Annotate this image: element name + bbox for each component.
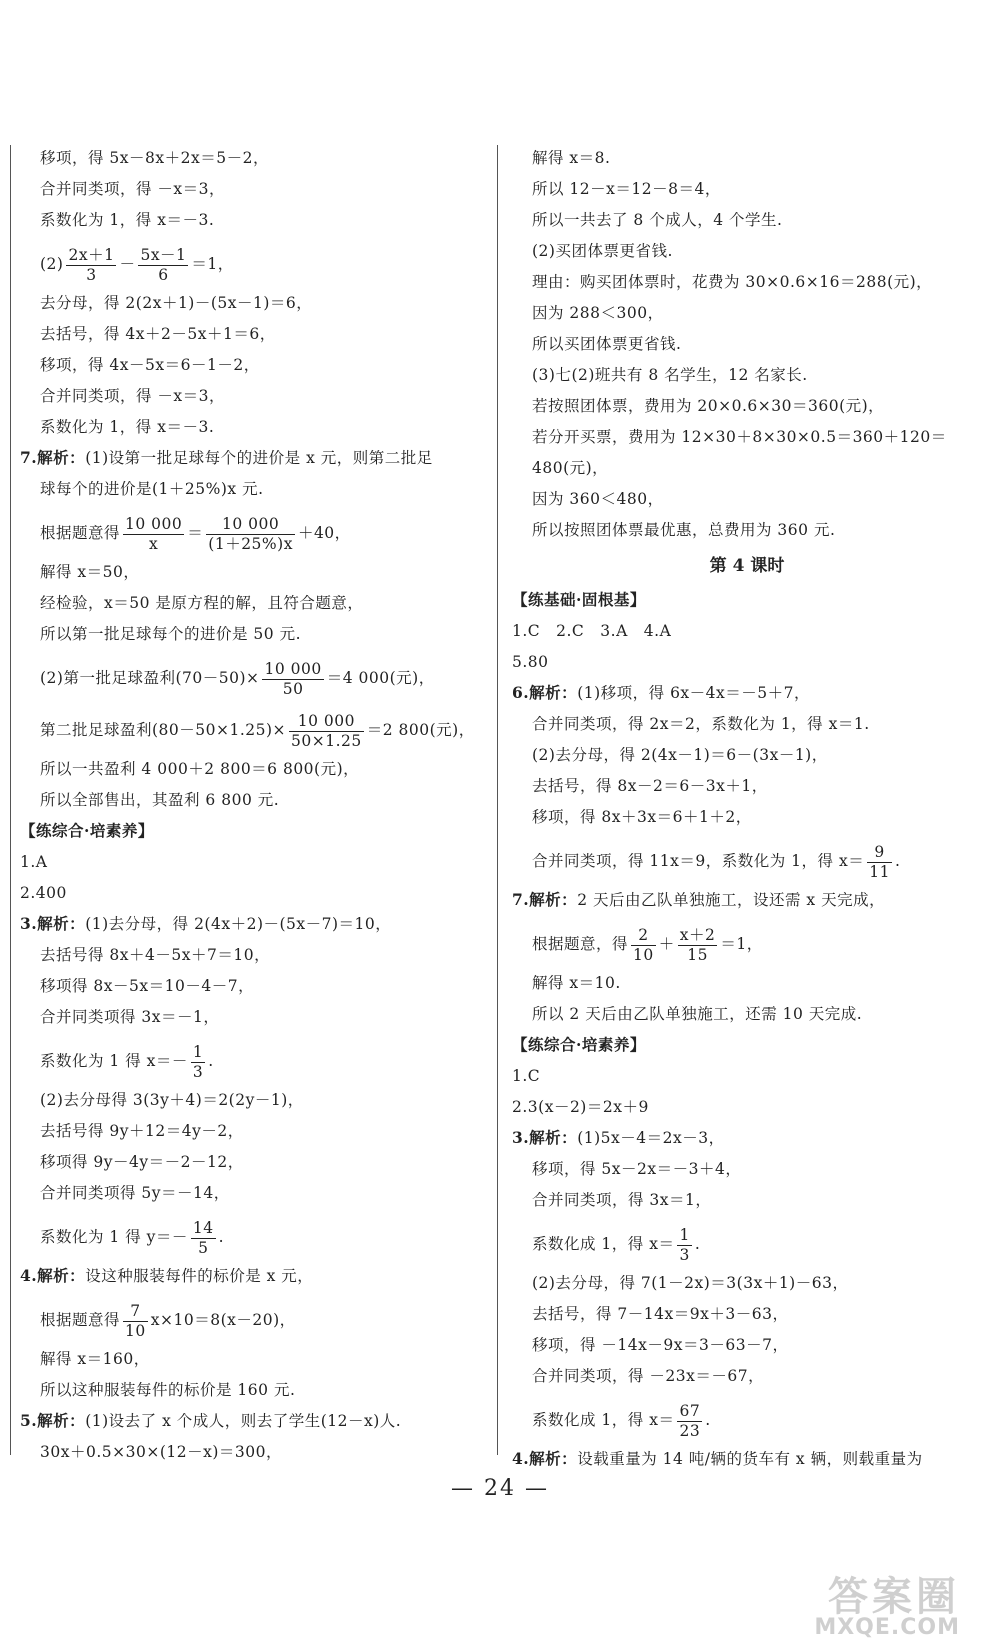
text: ＝1， bbox=[191, 255, 234, 273]
text-line: 去括号，得 7－14x＝9x＋3－63， bbox=[532, 1305, 789, 1323]
text-line: (2)去分母，得 7(1－2x)＝3(3x＋1)－63， bbox=[532, 1274, 849, 1292]
answer-line: 5.80 bbox=[512, 653, 549, 671]
question-3 bbox=[512, 1128, 982, 1148]
equation-line bbox=[512, 1397, 982, 1443]
question-5 bbox=[20, 1411, 490, 1431]
numerator: x＋2 bbox=[679, 925, 716, 944]
text-line: 去括号得 8x＋4－5x＋7＝10， bbox=[40, 946, 271, 964]
text-line: 系数化为 1，得 x＝－3. bbox=[40, 211, 215, 229]
equation-line bbox=[20, 510, 490, 556]
text: 合并同类项，得 11x＝9，系数化为 1，得 x＝ bbox=[532, 852, 865, 870]
text-line: 移项，得 5x－8x＋2x＝5－2， bbox=[40, 149, 269, 167]
numerator: 10 000 bbox=[125, 514, 183, 533]
text-line: (2)去分母得 3(3y＋4)＝2(2y－1)， bbox=[40, 1091, 304, 1109]
text-line: 移项，得 5x－2x＝－3＋4， bbox=[532, 1160, 742, 1178]
question-label: 4.解析： bbox=[20, 1266, 86, 1285]
text-line: 移项，得 8x＋3x＝6＋1＋2， bbox=[532, 808, 752, 826]
text-line: 移项得 8x－5x＝10－4－7， bbox=[40, 977, 255, 995]
text-line: 因为 360＜480， bbox=[532, 490, 664, 508]
denominator: 6 bbox=[158, 265, 169, 284]
fraction bbox=[289, 712, 364, 751]
text-line: 所以一共去了 8 个成人，4 个学生. bbox=[532, 211, 783, 229]
text-line: 去括号，得 8x－2＝6－3x＋1， bbox=[532, 777, 768, 795]
equation-line bbox=[512, 1221, 982, 1267]
text: (2) bbox=[40, 255, 64, 273]
equation-line bbox=[20, 1038, 490, 1084]
lesson-heading: 第 4 课时 bbox=[709, 556, 785, 576]
text: 系数化为 1 得 y＝－ bbox=[40, 1228, 188, 1246]
denominator: 50×1.25 bbox=[291, 731, 362, 750]
denominator: (1＋25%)x bbox=[208, 534, 293, 553]
fraction bbox=[123, 1302, 148, 1341]
text: ＝ bbox=[187, 524, 204, 542]
text-line: 所以全部售出，其盈利 6 800 元. bbox=[40, 791, 280, 809]
equation-line bbox=[512, 838, 982, 884]
text-line: 移项，得 4x－5x＝6－1－2， bbox=[40, 356, 260, 374]
left-margin-rule bbox=[10, 145, 11, 1455]
question-3 bbox=[20, 914, 490, 934]
text: . bbox=[694, 1235, 701, 1253]
fraction bbox=[66, 246, 116, 285]
text: 根据题意得 bbox=[40, 1311, 121, 1329]
text: (1)设去了 x 个成人，则去了学生(12－x)人. bbox=[85, 1412, 402, 1430]
text: (2)第一批足球盈利(70－50)× bbox=[40, 669, 260, 687]
text-line: 合并同类项得 5y＝－14， bbox=[40, 1184, 230, 1202]
text: 第二批足球盈利(80－50×1.25)× bbox=[40, 721, 287, 739]
denominator: 3 bbox=[192, 1062, 204, 1081]
text-line: 所以按照团体票最优惠，总费用为 360 元. bbox=[532, 521, 836, 539]
text-line: 合并同类项，得 －23x＝－67， bbox=[532, 1367, 765, 1385]
question-4 bbox=[512, 1449, 982, 1469]
question-label: 7.解析： bbox=[512, 890, 578, 909]
text-line: 所以 2 天后由乙队单独施工，还需 10 天完成. bbox=[532, 1005, 863, 1023]
text: . bbox=[894, 852, 901, 870]
question-label: 3.解析： bbox=[20, 914, 86, 933]
text-line: 若分开买票，费用为 12×30＋8×30×0.5＝360＋120＝ bbox=[532, 428, 947, 446]
question-4 bbox=[20, 1266, 490, 1286]
text: ＋ bbox=[658, 935, 675, 953]
denominator: 3 bbox=[679, 1245, 690, 1264]
text-line: 所以一共盈利 4 000＋2 800＝6 800(元)， bbox=[40, 760, 360, 778]
answer-line: 1.C bbox=[512, 1067, 541, 1085]
numerator: 1 bbox=[679, 1225, 690, 1244]
fraction bbox=[631, 926, 656, 965]
numerator: 5x－1 bbox=[140, 245, 187, 264]
text-line: 所以这种服装每件的标价是 160 元. bbox=[40, 1381, 296, 1399]
equation-line bbox=[512, 921, 982, 967]
fraction bbox=[138, 246, 188, 285]
fraction bbox=[677, 1402, 702, 1441]
fraction bbox=[191, 1219, 216, 1258]
text-line: 去括号，得 4x＋2－5x＋1＝6， bbox=[40, 325, 276, 343]
text: 根据题意得 bbox=[40, 524, 121, 542]
denominator: 10 bbox=[125, 1321, 146, 1340]
numerator: 2x＋1 bbox=[68, 245, 115, 264]
text: ＝2 800(元)， bbox=[366, 721, 475, 739]
text: . bbox=[705, 1411, 711, 1429]
text-line: 合并同类项，得 －x＝3， bbox=[40, 180, 226, 198]
numerator: 9 bbox=[867, 843, 892, 863]
text-line: 解得 x＝10. bbox=[532, 974, 621, 992]
fraction bbox=[677, 1226, 691, 1265]
text: 根据题意，得 bbox=[532, 935, 629, 953]
answer-line: 2.400 bbox=[20, 884, 67, 902]
text: x×10＝8(x－20)， bbox=[150, 1311, 296, 1329]
text: . bbox=[208, 1052, 214, 1070]
denominator: 23 bbox=[679, 1421, 701, 1440]
numerator: 10 000 bbox=[289, 712, 364, 732]
left-column bbox=[20, 148, 490, 1473]
question-label: 4.解析： bbox=[512, 1449, 578, 1468]
text: 系数化为 1 得 x＝－ bbox=[40, 1052, 188, 1070]
denominator: x bbox=[149, 534, 159, 553]
text-line: 解得 x＝160， bbox=[40, 1350, 150, 1368]
text-line: 30x＋0.5×30×(12－x)＝300， bbox=[40, 1443, 282, 1461]
watermark-logo: 答案圈 bbox=[828, 1574, 960, 1620]
numerator: 1 bbox=[192, 1042, 204, 1061]
watermark bbox=[780, 1565, 960, 1645]
answer-line: 2.3(x－2)＝2x＋9 bbox=[512, 1098, 649, 1116]
text-line: (2)买团体票更省钱. bbox=[532, 242, 673, 260]
text-line: 所以第一批足球每个的进价是 50 元. bbox=[40, 625, 302, 643]
text: 设这种服装每件的标价是 x 元， bbox=[85, 1267, 314, 1285]
fraction bbox=[123, 515, 184, 554]
text: (1)去分母，得 2(4x＋2)－(5x－7)＝10， bbox=[85, 915, 392, 933]
text-line: 合并同类项，得 3x＝1， bbox=[532, 1191, 712, 1209]
numerator: 2 bbox=[631, 926, 656, 946]
fraction bbox=[191, 1043, 205, 1082]
text-line: 经检验，x＝50 是原方程的解，且符合题意， bbox=[40, 594, 364, 612]
right-column bbox=[512, 148, 982, 1480]
denominator: 15 bbox=[687, 945, 708, 964]
text-line: 理由：购买团体票时，花费为 30×0.6×16＝288(元)， bbox=[532, 273, 933, 291]
text: (1)移项，得 6x－4x＝－5＋7， bbox=[577, 684, 811, 702]
question-7 bbox=[20, 448, 490, 468]
denominator: 5 bbox=[198, 1238, 209, 1257]
text-line: 所以买团体票更省钱. bbox=[532, 335, 682, 353]
watermark-url: MXQE.COM bbox=[814, 1615, 960, 1640]
text-line: 移项得 9y－4y＝－2－12， bbox=[40, 1153, 244, 1171]
column-divider bbox=[497, 145, 498, 1455]
text-line: 解得 x＝8. bbox=[532, 149, 611, 167]
text: . bbox=[218, 1228, 225, 1246]
text-line: (2)去分母，得 2(4x－1)＝6－(3x－1)， bbox=[532, 746, 828, 764]
section-heading: 【练综合·培素养】 bbox=[20, 821, 154, 840]
text-line: 合并同类项得 3x＝－1， bbox=[40, 1008, 220, 1026]
numerator: 7 bbox=[123, 1302, 148, 1322]
text-line: 合并同类项，得 －x＝3， bbox=[40, 387, 226, 405]
answer-line: 1.A bbox=[20, 853, 48, 871]
question-label: 6.解析： bbox=[512, 683, 578, 702]
page-number: — 24 — bbox=[451, 1476, 549, 1501]
numerator: 67 bbox=[679, 1401, 701, 1420]
text-line: 若按照团体票，费用为 20×0.6×30＝360(元)， bbox=[532, 397, 885, 415]
denominator: 11 bbox=[869, 862, 890, 881]
text: ＋40， bbox=[297, 524, 351, 542]
equation-line bbox=[20, 707, 490, 753]
question-6 bbox=[512, 683, 982, 703]
question-7 bbox=[512, 890, 982, 910]
text-line: 去分母，得 2(2x＋1)－(5x－1)＝6， bbox=[40, 294, 313, 312]
fraction bbox=[262, 660, 323, 699]
text: ＝1， bbox=[720, 935, 763, 953]
text-line: (3)七(2)班共有 8 名学生，12 名家长. bbox=[532, 366, 808, 384]
text: (1)设第一批足球每个的进价是 x 元，则第二批足 bbox=[85, 449, 433, 467]
text: ＝4 000(元)， bbox=[326, 669, 435, 687]
text: 系数化成 1，得 x＝ bbox=[532, 1411, 675, 1429]
text-line: 所以 12－x＝12－8＝4， bbox=[532, 180, 721, 198]
answer-line: 1.C 2.C 3.A 4.A bbox=[512, 622, 672, 640]
equation-line bbox=[20, 241, 490, 287]
text-line: 去括号得 9y＋12＝4y－2， bbox=[40, 1122, 244, 1140]
numerator: 14 bbox=[192, 1218, 214, 1237]
equation-line bbox=[20, 655, 490, 701]
text: 2 天后由乙队单独施工，设还需 x 天完成， bbox=[577, 891, 886, 909]
question-label: 7.解析： bbox=[20, 448, 86, 467]
denominator: 3 bbox=[86, 265, 97, 284]
text-line: 因为 288＜300， bbox=[532, 304, 664, 322]
section-heading: 【练综合·培素养】 bbox=[512, 1035, 646, 1054]
question-label: 5.解析： bbox=[20, 1411, 86, 1430]
numerator: 10 000 bbox=[264, 659, 322, 678]
fraction bbox=[867, 843, 892, 882]
text: 系数化成 1，得 x＝ bbox=[532, 1235, 675, 1253]
question-label: 3.解析： bbox=[512, 1128, 578, 1147]
equation-line bbox=[20, 1214, 490, 1260]
text-line: 480(元)， bbox=[532, 459, 609, 477]
denominator: 10 bbox=[633, 945, 654, 964]
text: 设载重量为 14 吨/辆的货车有 x 辆，则载重量为 bbox=[577, 1450, 923, 1468]
fraction bbox=[678, 926, 718, 965]
text-line: 移项，得 －14x－9x＝3－63－7， bbox=[532, 1336, 789, 1354]
denominator: 50 bbox=[282, 679, 304, 698]
numerator: 10 000 bbox=[206, 515, 295, 535]
fraction bbox=[206, 515, 295, 554]
section-heading: 【练基础·固根基】 bbox=[512, 590, 646, 609]
text-line: 系数化为 1，得 x＝－3. bbox=[40, 418, 215, 436]
text-line: 球每个的进价是(1＋25%)x 元. bbox=[40, 480, 264, 498]
text-line: 合并同类项，得 2x＝2，系数化为 1，得 x＝1. bbox=[532, 715, 870, 733]
text: － bbox=[119, 255, 136, 273]
text: (1)5x－4＝2x－3， bbox=[577, 1129, 725, 1147]
equation-line bbox=[20, 1297, 490, 1343]
text-line: 解得 x＝50， bbox=[40, 563, 140, 581]
